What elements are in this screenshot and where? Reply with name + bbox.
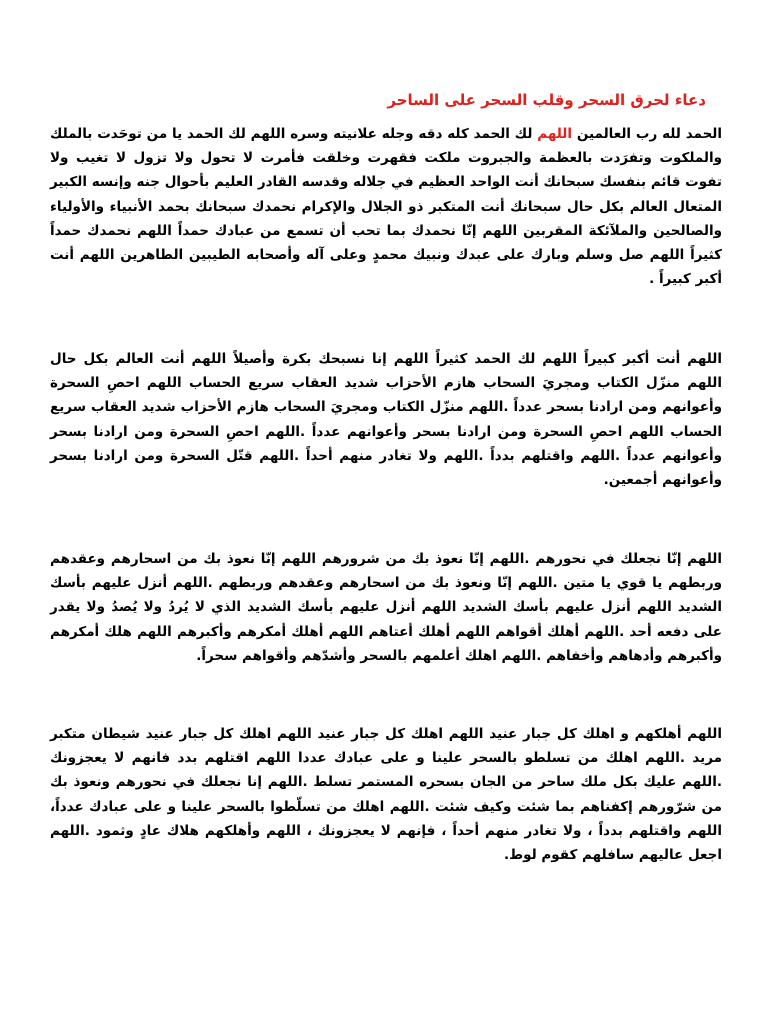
- document-title: دعاء لحرق السحر وقلب السحر على الساحر: [387, 91, 706, 109]
- paragraph-1-rest: لك الحمد كله دقه وجله علانيته وسره اللهم لك الحمد يا من توحَدت بالملك والملكوت وتفرَدت بالعظمة والجبروت ملكت فقهرت وخلقت فأمرت لا تحول ولا تزول لا تغيب ولا تفوت قائم بنفسك سبحانك أنت الواحد العظيم في جلاله وقدسه القادر العليم بأحوال جنه وإنسه الكبير المتعال العالم بكل حال سبحانك أنت المتكبر ذو الجلال والإكرام نحمدك سبحانك بحمد الأنبياء والأولياء والصالحين والملآئكة المقربين اللهم إنّا نحمدك بما تحب أن تسمع من عبادك حمداً اللهم نحمدك حمداً كثيراً اللهم صل وسلم وبارك على عبدك ونبيك محمدٍ وعلى آله وأصحابه الطيبين الطاهرين اللهم أنت أكبر كبيراً .: [50, 126, 722, 288]
- paragraph-3: اللهم إنّا نجعلك في نحورهم .اللهم إنّا نعوذ بك من شرورهم اللهم إنّا نعوذ بك من اسحارهم وعقدهم وربطهم يا قوي يا متين .اللهم إنّا ونعوذ بك من اسحارهم وعقدهم وربطهم .اللهم أنزل عليهم بأسك الشديد اللهم أنزل عليهم بأسك الشديد اللهم أنزل عليهم بأسك الشديد الذي لا يُردُ ولا يُصدُ ولا يقدر على دفعه أحد .اللهم أهلك أقواهم اللهم أهلك أعتاهم اللهم أهلك أمكرهم وأكبرهم اللهم هلك أمكرهم وأكبرهم وأدهاهم وأخفاهم .اللهم اهلك أعلمهم بالسحر وأشدّهم وأقواهم سحراً.: [50, 551, 722, 664]
- paragraph-2: اللهم أنت أكبر كبيراً اللهم لك الحمد كثيراً اللهم إنا نسبحك بكرة وأصيلاً اللهم أنت العالم بكل حال اللهم منزّل الكتاب ومجريَ السحاب هازم الأحزاب شديد العقاب سريع الحساب اللهم احصِ السحرة وأعوانهم ومن ارادنا بسحر عدداً .اللهم منزّل الكتاب ومجريَ السحاب هازم الأحزاب شديد العقاب سريع الحساب اللهم احصِ السحرة ومن ارادنا بسحر وأعوانهم عدداً .اللهم احصِ السحرة ومن ارادنا بسحر وأعوانهم عدداً .اللهم واقتلهم بدداً .اللهم ولا تغادر منهم أحداً .اللهم قتّل السحرة ومن ارادنا بسحر وأعوانهم أجمعين.: [50, 351, 722, 489]
- paragraph-1: [50, 122, 722, 291]
- paragraph-1-start: الحمد لله رب العالمين: [572, 126, 722, 142]
- paragraph-4: اللهم أهلكهم و اهلك كل جبار عنيد اللهم اهلك كل جبار عنيد اللهم اهلك كل جبار عنيد شيطان متكبر مريد .اللهم اهلك من تسلطو بالسحر علينا و على عبادك عددا اللهم اقتلهم بدد فانهم لا يعجزونك .اللهم عليك بكل ملك ساحر من الجان بسحره المستمر تسلط .اللهم إنا نجعلك في نحورهم ونعوذ بك من شرّورهم إكفناهم بما شئت وكيف شئت .اللهم اهلك من تسلّطوا بالسحر علينا و على عبادك عدداً، اللهم واقتلهم بدداً ، ولا تغادر منهم أحداً ، فإنهم لا يعجزونك ، اللهم وأهلكهم هلاك عادٍ وثمود .اللهم اجعل عاليهم سافلهم كقوم لوط.: [50, 726, 722, 864]
- highlighted-word: اللهم: [537, 126, 573, 142]
